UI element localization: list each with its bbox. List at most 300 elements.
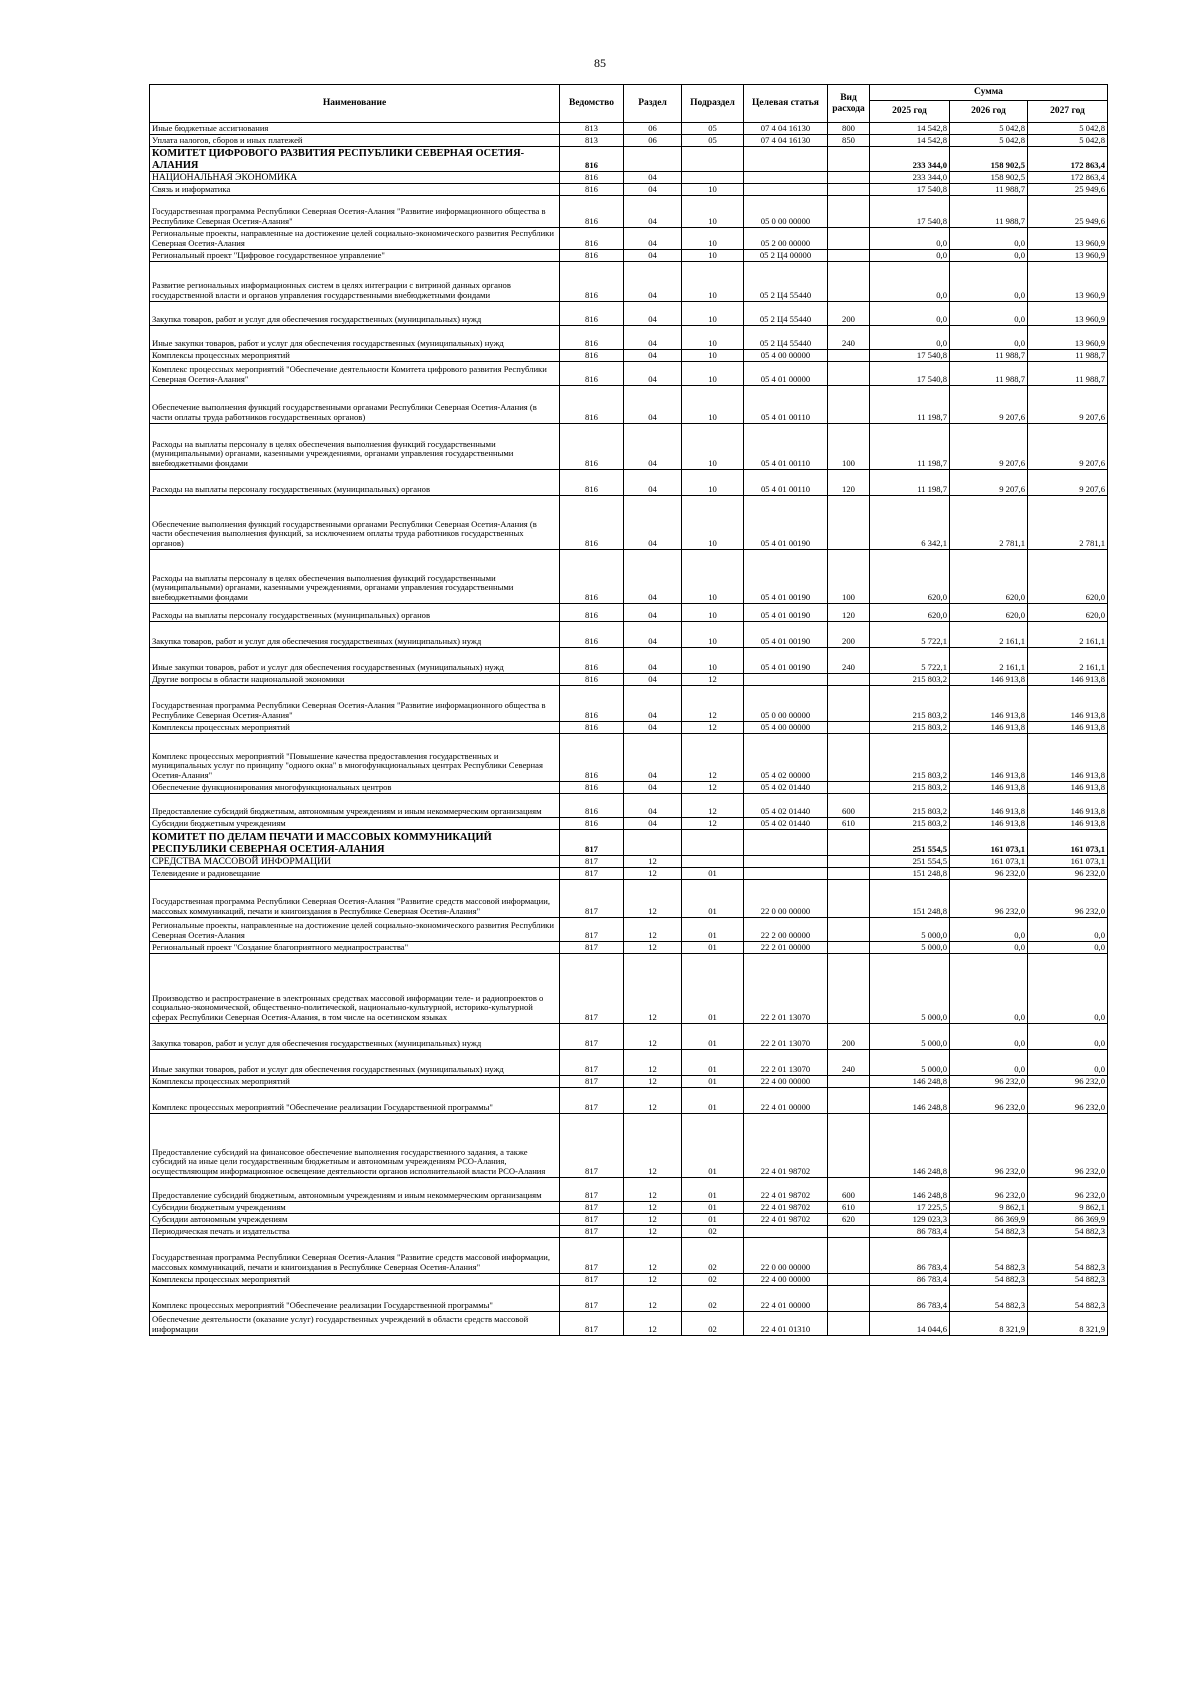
cell-razdel: 12 (624, 1114, 682, 1178)
cell-2027: 5 042,8 (1028, 123, 1108, 135)
cell-2026: 5 042,8 (950, 135, 1028, 147)
cell-razdel: 04 (624, 622, 682, 648)
table-row (150, 1312, 1108, 1336)
cell-2027: 5 042,8 (1028, 135, 1108, 147)
cell-vid-raskhoda (828, 918, 870, 942)
cell-2026: 54 882,3 (950, 1286, 1028, 1312)
cell-celevaya-statya: 05 2 Ц4 00000 (744, 250, 828, 262)
cell-celevaya-statya: 05 0 00 00000 (744, 686, 828, 722)
header-celevaya-statya: Целевая статья (744, 85, 828, 123)
cell-name: Другие вопросы в области национальной экономики (150, 674, 560, 686)
cell-2027: 54 882,3 (1028, 1226, 1108, 1238)
cell-vid-raskhoda (828, 362, 870, 386)
table-row (150, 1274, 1108, 1286)
cell-2025: 17 540,8 (870, 362, 950, 386)
cell-razdel (624, 830, 682, 856)
cell-2027: 2 781,1 (1028, 496, 1108, 550)
cell-2027: 0,0 (1028, 942, 1108, 954)
cell-2027: 9 207,6 (1028, 424, 1108, 470)
cell-podrazdel: 10 (682, 550, 744, 604)
cell-podrazdel: 05 (682, 123, 744, 135)
cell-vid-raskhoda (828, 686, 870, 722)
table-row (150, 1214, 1108, 1226)
cell-vedomstvo: 817 (560, 1214, 624, 1226)
cell-vedomstvo: 816 (560, 184, 624, 196)
table-row (150, 302, 1108, 326)
cell-name: Иные закупки товаров, работ и услуг для обеспечения государственных (муниципальных) нужд (150, 1050, 560, 1076)
cell-vedomstvo: 816 (560, 604, 624, 622)
cell-name: Производство и распространение в электронных средствах массовой информации теле- и радиопроектов о социально-экономической, общественно-политической, национально-культурной, историко-культурной сферах Республики Северная Осетия-Алания, в том числе на осетинском языках (150, 954, 560, 1024)
cell-podrazdel: 10 (682, 386, 744, 424)
cell-podrazdel (682, 830, 744, 856)
cell-podrazdel: 12 (682, 686, 744, 722)
cell-2027: 146 913,8 (1028, 794, 1108, 818)
cell-vedomstvo: 816 (560, 262, 624, 302)
table-row (150, 424, 1108, 470)
cell-celevaya-statya: 22 4 01 00000 (744, 1286, 828, 1312)
table-row (150, 1286, 1108, 1312)
cell-name: Уплата налогов, сборов и иных платежей (150, 135, 560, 147)
table-row (150, 722, 1108, 734)
cell-2026: 8 321,9 (950, 1312, 1028, 1336)
cell-vedomstvo: 813 (560, 123, 624, 135)
cell-podrazdel: 01 (682, 1178, 744, 1202)
cell-vedomstvo: 817 (560, 868, 624, 880)
table-row (150, 386, 1108, 424)
cell-razdel: 04 (624, 722, 682, 734)
cell-name: Субсидии автономным учреждениям (150, 1214, 560, 1226)
cell-2026: 9 207,6 (950, 470, 1028, 496)
cell-2027: 146 913,8 (1028, 674, 1108, 686)
cell-podrazdel (682, 172, 744, 184)
cell-name: Комплекс процессных мероприятий "Обеспечение реализации Государственной программы" (150, 1286, 560, 1312)
header-name: Наименование (150, 85, 560, 123)
cell-vedomstvo: 813 (560, 135, 624, 147)
cell-2025: 11 198,7 (870, 424, 950, 470)
cell-2026: 96 232,0 (950, 1076, 1028, 1088)
cell-name: Предоставление субсидий на финансовое обеспечение выполнения государственного задания, а также субсидий на иные цели государственным бюджетным и автономным учреждениям РСО-Алания, осуществляющим информационное освещение деятельности органов исполнительной власти РСО-Алания (150, 1114, 560, 1178)
cell-2026: 0,0 (950, 1024, 1028, 1050)
cell-2025: 5 000,0 (870, 942, 950, 954)
cell-razdel: 04 (624, 326, 682, 350)
cell-podrazdel: 12 (682, 794, 744, 818)
cell-razdel: 04 (624, 674, 682, 686)
cell-2027: 2 161,1 (1028, 648, 1108, 674)
cell-vid-raskhoda (828, 1088, 870, 1114)
cell-vid-raskhoda (828, 262, 870, 302)
table-row (150, 496, 1108, 550)
cell-podrazdel: 02 (682, 1286, 744, 1312)
cell-vedomstvo: 817 (560, 918, 624, 942)
cell-vedomstvo: 817 (560, 1238, 624, 1274)
cell-name: Государственная программа Республики Северная Осетия-Алания "Развитие средств массовой информации, массовых коммуникаций, печати и книгоиздания в Республике Северная Осетия-Алания" (150, 880, 560, 918)
cell-celevaya-statya: 05 4 01 00190 (744, 550, 828, 604)
cell-2026: 2 781,1 (950, 496, 1028, 550)
cell-vid-raskhoda (828, 250, 870, 262)
cell-podrazdel: 01 (682, 942, 744, 954)
table-row (150, 184, 1108, 196)
cell-podrazdel: 01 (682, 1050, 744, 1076)
cell-2025: 11 198,7 (870, 470, 950, 496)
cell-2026: 0,0 (950, 250, 1028, 262)
cell-vedomstvo: 816 (560, 362, 624, 386)
cell-podrazdel: 01 (682, 868, 744, 880)
cell-name: Государственная программа Республики Северная Осетия-Алания "Развитие информационного общества в Республике Северная Осетия-Алания" (150, 196, 560, 228)
cell-celevaya-statya: 22 4 01 98702 (744, 1202, 828, 1214)
cell-podrazdel: 12 (682, 818, 744, 830)
cell-vedomstvo: 817 (560, 1050, 624, 1076)
cell-vedomstvo: 816 (560, 734, 624, 782)
cell-2025: 0,0 (870, 250, 950, 262)
cell-2026: 620,0 (950, 550, 1028, 604)
cell-2026: 96 232,0 (950, 1178, 1028, 1202)
cell-razdel: 12 (624, 1226, 682, 1238)
cell-2026: 158 902,5 (950, 147, 1028, 172)
table-row (150, 954, 1108, 1024)
table-row (150, 326, 1108, 350)
cell-2027: 146 913,8 (1028, 782, 1108, 794)
cell-2025: 5 000,0 (870, 1024, 950, 1050)
cell-2026: 2 161,1 (950, 648, 1028, 674)
table-row (150, 1178, 1108, 1202)
cell-2026: 146 913,8 (950, 686, 1028, 722)
cell-podrazdel: 10 (682, 262, 744, 302)
cell-2027: 86 369,9 (1028, 1214, 1108, 1226)
cell-celevaya-statya (744, 1226, 828, 1238)
cell-2025: 215 803,2 (870, 734, 950, 782)
cell-vedomstvo: 816 (560, 250, 624, 262)
cell-vid-raskhoda: 800 (828, 123, 870, 135)
cell-celevaya-statya: 05 4 02 01440 (744, 818, 828, 830)
cell-vedomstvo: 817 (560, 1286, 624, 1312)
cell-vedomstvo: 817 (560, 1178, 624, 1202)
cell-2027: 146 913,8 (1028, 818, 1108, 830)
cell-2027: 8 321,9 (1028, 1312, 1108, 1336)
cell-vid-raskhoda: 120 (828, 470, 870, 496)
cell-2026: 146 913,8 (950, 722, 1028, 734)
cell-podrazdel: 10 (682, 362, 744, 386)
cell-name: Обеспечение выполнения функций государственными органами Республики Северная Осетия-Алания (в части обеспечения выполнения функций, за исключением оплаты труда работников государственных органов) (150, 496, 560, 550)
cell-2025: 215 803,2 (870, 674, 950, 686)
cell-2025: 5 722,1 (870, 622, 950, 648)
cell-celevaya-statya: 05 4 01 00190 (744, 496, 828, 550)
table-row (150, 262, 1108, 302)
cell-celevaya-statya (744, 868, 828, 880)
cell-podrazdel: 10 (682, 326, 744, 350)
cell-celevaya-statya: 05 4 00 00000 (744, 722, 828, 734)
cell-podrazdel: 10 (682, 496, 744, 550)
header-vid-raskhoda: Вид расхода (828, 85, 870, 123)
cell-2025: 0,0 (870, 302, 950, 326)
cell-2027: 25 949,6 (1028, 196, 1108, 228)
header-year-2027: 2027 год (1028, 101, 1108, 123)
table-row (150, 622, 1108, 648)
cell-2025: 14 542,8 (870, 123, 950, 135)
cell-vid-raskhoda: 600 (828, 794, 870, 818)
cell-celevaya-statya: 05 2 Ц4 55440 (744, 326, 828, 350)
cell-podrazdel: 01 (682, 1088, 744, 1114)
cell-2026: 5 042,8 (950, 123, 1028, 135)
cell-razdel: 04 (624, 172, 682, 184)
cell-2026: 0,0 (950, 302, 1028, 326)
cell-name: Предоставление субсидий бюджетным, автономным учреждениям и иным некоммерческим организациям (150, 1178, 560, 1202)
cell-name: Предоставление субсидий бюджетным, автономным учреждениям и иным некоммерческим организациям (150, 794, 560, 818)
cell-2025: 251 554,5 (870, 856, 950, 868)
cell-vid-raskhoda: 100 (828, 550, 870, 604)
cell-podrazdel (682, 856, 744, 868)
cell-vid-raskhoda (828, 386, 870, 424)
cell-2025: 620,0 (870, 550, 950, 604)
cell-razdel: 04 (624, 648, 682, 674)
header-vedomstvo: Ведомство (560, 85, 624, 123)
cell-2026: 11 988,7 (950, 196, 1028, 228)
cell-2027: 146 913,8 (1028, 734, 1108, 782)
table-row (150, 782, 1108, 794)
cell-razdel: 12 (624, 856, 682, 868)
table-row (150, 674, 1108, 686)
cell-podrazdel: 01 (682, 1214, 744, 1226)
cell-razdel: 12 (624, 1214, 682, 1226)
cell-vid-raskhoda (828, 954, 870, 1024)
cell-2027: 13 960,9 (1028, 262, 1108, 302)
cell-vedomstvo: 816 (560, 196, 624, 228)
cell-vid-raskhoda (828, 722, 870, 734)
cell-2026: 9 207,6 (950, 386, 1028, 424)
cell-2027: 0,0 (1028, 1024, 1108, 1050)
cell-2025: 251 554,5 (870, 830, 950, 856)
cell-2026: 0,0 (950, 326, 1028, 350)
cell-2027: 11 988,7 (1028, 362, 1108, 386)
cell-name: Обеспечение функционирования многофункциональных центров (150, 782, 560, 794)
cell-2026: 11 988,7 (950, 362, 1028, 386)
cell-vid-raskhoda (828, 1226, 870, 1238)
cell-vedomstvo: 816 (560, 228, 624, 250)
cell-vedomstvo: 816 (560, 424, 624, 470)
cell-razdel: 12 (624, 868, 682, 880)
cell-2026: 620,0 (950, 604, 1028, 622)
cell-razdel: 04 (624, 782, 682, 794)
cell-vedomstvo: 816 (560, 496, 624, 550)
cell-razdel: 04 (624, 686, 682, 722)
cell-name: НАЦИОНАЛЬНАЯ ЭКОНОМИКА (150, 172, 560, 184)
cell-celevaya-statya (744, 856, 828, 868)
table-body (150, 123, 1108, 1336)
header-razdel: Раздел (624, 85, 682, 123)
cell-vedomstvo: 816 (560, 818, 624, 830)
cell-razdel: 04 (624, 794, 682, 818)
cell-vid-raskhoda (828, 674, 870, 686)
cell-podrazdel (682, 147, 744, 172)
cell-vedomstvo: 816 (560, 674, 624, 686)
cell-2027: 172 863,4 (1028, 172, 1108, 184)
cell-razdel: 12 (624, 1050, 682, 1076)
cell-2025: 17 540,8 (870, 184, 950, 196)
table-row (150, 1238, 1108, 1274)
cell-vid-raskhoda: 200 (828, 622, 870, 648)
cell-vedomstvo: 817 (560, 954, 624, 1024)
cell-2025: 146 248,8 (870, 1076, 950, 1088)
cell-name: Обеспечение выполнения функций государственными органами Республики Северная Осетия-Алания (в части оплаты труда работников государственных органов) (150, 386, 560, 424)
cell-razdel: 12 (624, 1274, 682, 1286)
header-year-2026: 2026 год (950, 101, 1028, 123)
cell-2025: 5 000,0 (870, 954, 950, 1024)
cell-2025: 17 540,8 (870, 196, 950, 228)
cell-name: Периодическая печать и издательства (150, 1226, 560, 1238)
cell-2026: 54 882,3 (950, 1226, 1028, 1238)
cell-name: Закупка товаров, работ и услуг для обеспечения государственных (муниципальных) нужд (150, 622, 560, 648)
cell-celevaya-statya: 05 4 01 00110 (744, 470, 828, 496)
cell-razdel: 12 (624, 942, 682, 954)
cell-2026: 146 913,8 (950, 818, 1028, 830)
cell-celevaya-statya: 22 2 01 13070 (744, 1050, 828, 1076)
cell-name: Субсидии бюджетным учреждениям (150, 818, 560, 830)
cell-vid-raskhoda: 850 (828, 135, 870, 147)
cell-podrazdel: 02 (682, 1238, 744, 1274)
cell-vedomstvo: 817 (560, 1226, 624, 1238)
table-row (150, 172, 1108, 184)
cell-podrazdel: 01 (682, 1024, 744, 1050)
cell-name: Иные закупки товаров, работ и услуг для обеспечения государственных (муниципальных) нужд (150, 326, 560, 350)
cell-name: Обеспечение деятельности (оказание услуг) государственных учреждений в области средств массовой информации (150, 1312, 560, 1336)
cell-2027: 620,0 (1028, 550, 1108, 604)
cell-vedomstvo: 816 (560, 722, 624, 734)
cell-razdel: 04 (624, 196, 682, 228)
cell-podrazdel: 01 (682, 954, 744, 1024)
cell-vedomstvo: 816 (560, 686, 624, 722)
cell-2027: 0,0 (1028, 954, 1108, 1024)
cell-2025: 215 803,2 (870, 782, 950, 794)
cell-celevaya-statya: 05 4 00 00000 (744, 350, 828, 362)
cell-2025: 0,0 (870, 326, 950, 350)
cell-2026: 9 862,1 (950, 1202, 1028, 1214)
cell-celevaya-statya: 22 0 00 00000 (744, 1238, 828, 1274)
cell-2027: 13 960,9 (1028, 250, 1108, 262)
cell-vedomstvo: 816 (560, 622, 624, 648)
cell-celevaya-statya: 07 4 04 16130 (744, 135, 828, 147)
cell-celevaya-statya: 22 2 01 13070 (744, 954, 828, 1024)
cell-2027: 620,0 (1028, 604, 1108, 622)
cell-vedomstvo: 817 (560, 856, 624, 868)
table-row (150, 350, 1108, 362)
cell-2025: 0,0 (870, 228, 950, 250)
cell-vid-raskhoda (828, 172, 870, 184)
cell-razdel: 04 (624, 262, 682, 302)
cell-name: Государственная программа Республики Северная Осетия-Алания "Развитие информационного общества в Республике Северная Осетия-Алания" (150, 686, 560, 722)
cell-2027: 146 913,8 (1028, 722, 1108, 734)
cell-celevaya-statya (744, 674, 828, 686)
cell-name: Развитие региональных информационных систем в целях интеграции с витриной данных органов государственной власти и органов управления государственными внебюджетными фондами (150, 262, 560, 302)
cell-2025: 17 225,5 (870, 1202, 950, 1214)
cell-name: СРЕДСТВА МАССОВОЙ ИНФОРМАЦИИ (150, 856, 560, 868)
cell-2026: 146 913,8 (950, 782, 1028, 794)
cell-podrazdel: 10 (682, 184, 744, 196)
cell-razdel: 04 (624, 250, 682, 262)
cell-celevaya-statya: 22 2 00 00000 (744, 918, 828, 942)
cell-podrazdel: 02 (682, 1226, 744, 1238)
cell-vid-raskhoda (828, 1076, 870, 1088)
cell-vid-raskhoda: 200 (828, 1024, 870, 1050)
cell-2027: 146 913,8 (1028, 686, 1108, 722)
cell-name: Региональные проекты, направленные на достижение целей социально-экономического развития Республики Северная Осетия-Алания (150, 228, 560, 250)
cell-name: Расходы на выплаты персоналу государственных (муниципальных) органов (150, 470, 560, 496)
cell-podrazdel: 01 (682, 1076, 744, 1088)
cell-vedomstvo: 817 (560, 1088, 624, 1114)
cell-2027: 9 207,6 (1028, 470, 1108, 496)
table-row (150, 734, 1108, 782)
cell-vid-raskhoda (828, 942, 870, 954)
cell-2027: 96 232,0 (1028, 1178, 1108, 1202)
cell-podrazdel: 10 (682, 604, 744, 622)
table-row (150, 123, 1108, 135)
cell-podrazdel: 12 (682, 674, 744, 686)
cell-podrazdel: 02 (682, 1274, 744, 1286)
cell-2025: 146 248,8 (870, 1114, 950, 1178)
cell-razdel: 04 (624, 362, 682, 386)
cell-celevaya-statya: 22 4 01 98702 (744, 1114, 828, 1178)
cell-vid-raskhoda: 240 (828, 648, 870, 674)
cell-2027: 9 862,1 (1028, 1202, 1108, 1214)
cell-celevaya-statya: 22 4 00 00000 (744, 1274, 828, 1286)
cell-2027: 2 161,1 (1028, 622, 1108, 648)
cell-podrazdel: 12 (682, 734, 744, 782)
cell-celevaya-statya: 22 0 00 00000 (744, 880, 828, 918)
cell-celevaya-statya: 05 4 01 00110 (744, 424, 828, 470)
cell-2027: 9 207,6 (1028, 386, 1108, 424)
cell-vid-raskhoda: 120 (828, 604, 870, 622)
cell-vedomstvo: 816 (560, 470, 624, 496)
cell-vedomstvo: 816 (560, 147, 624, 172)
table-row (150, 830, 1108, 856)
cell-razdel: 06 (624, 135, 682, 147)
table-row (150, 856, 1108, 868)
cell-celevaya-statya (744, 172, 828, 184)
cell-vid-raskhoda: 600 (828, 1178, 870, 1202)
table-row (150, 196, 1108, 228)
cell-name: Комплексы процессных мероприятий (150, 1076, 560, 1088)
cell-name: Государственная программа Республики Северная Осетия-Алания "Развитие средств массовой информации, массовых коммуникаций, печати и книгоиздания в Республике Северная Осетия-Алания" (150, 1238, 560, 1274)
cell-vid-raskhoda (828, 1238, 870, 1274)
table-row (150, 918, 1108, 942)
table-row (150, 250, 1108, 262)
table-row (150, 794, 1108, 818)
cell-podrazdel: 12 (682, 782, 744, 794)
cell-razdel: 04 (624, 302, 682, 326)
table-row (150, 135, 1108, 147)
cell-podrazdel: 10 (682, 350, 744, 362)
cell-2025: 620,0 (870, 604, 950, 622)
cell-vedomstvo: 816 (560, 302, 624, 326)
cell-name: КОМИТЕТ ЦИФРОВОГО РАЗВИТИЯ РЕСПУБЛИКИ СЕВЕРНАЯ ОСЕТИЯ-АЛАНИЯ (150, 147, 560, 172)
cell-2026: 146 913,8 (950, 794, 1028, 818)
cell-2027: 13 960,9 (1028, 326, 1108, 350)
cell-vid-raskhoda (828, 147, 870, 172)
cell-razdel: 04 (624, 470, 682, 496)
table-row (150, 470, 1108, 496)
cell-name: Телевидение и радиовещание (150, 868, 560, 880)
cell-2026: 96 232,0 (950, 1088, 1028, 1114)
cell-2027: 54 882,3 (1028, 1274, 1108, 1286)
cell-vid-raskhoda (828, 196, 870, 228)
cell-2025: 6 342,1 (870, 496, 950, 550)
cell-name: Расходы на выплаты персоналу в целях обеспечения выполнения функций государственными (муниципальными) органами, казенными учреждениями, органами управления государственными внебюджетными фондами (150, 424, 560, 470)
cell-2026: 0,0 (950, 942, 1028, 954)
cell-2025: 146 248,8 (870, 1178, 950, 1202)
cell-podrazdel: 10 (682, 648, 744, 674)
cell-vid-raskhoda (828, 496, 870, 550)
cell-2026: 2 161,1 (950, 622, 1028, 648)
cell-vedomstvo: 817 (560, 1024, 624, 1050)
cell-2026: 0,0 (950, 228, 1028, 250)
